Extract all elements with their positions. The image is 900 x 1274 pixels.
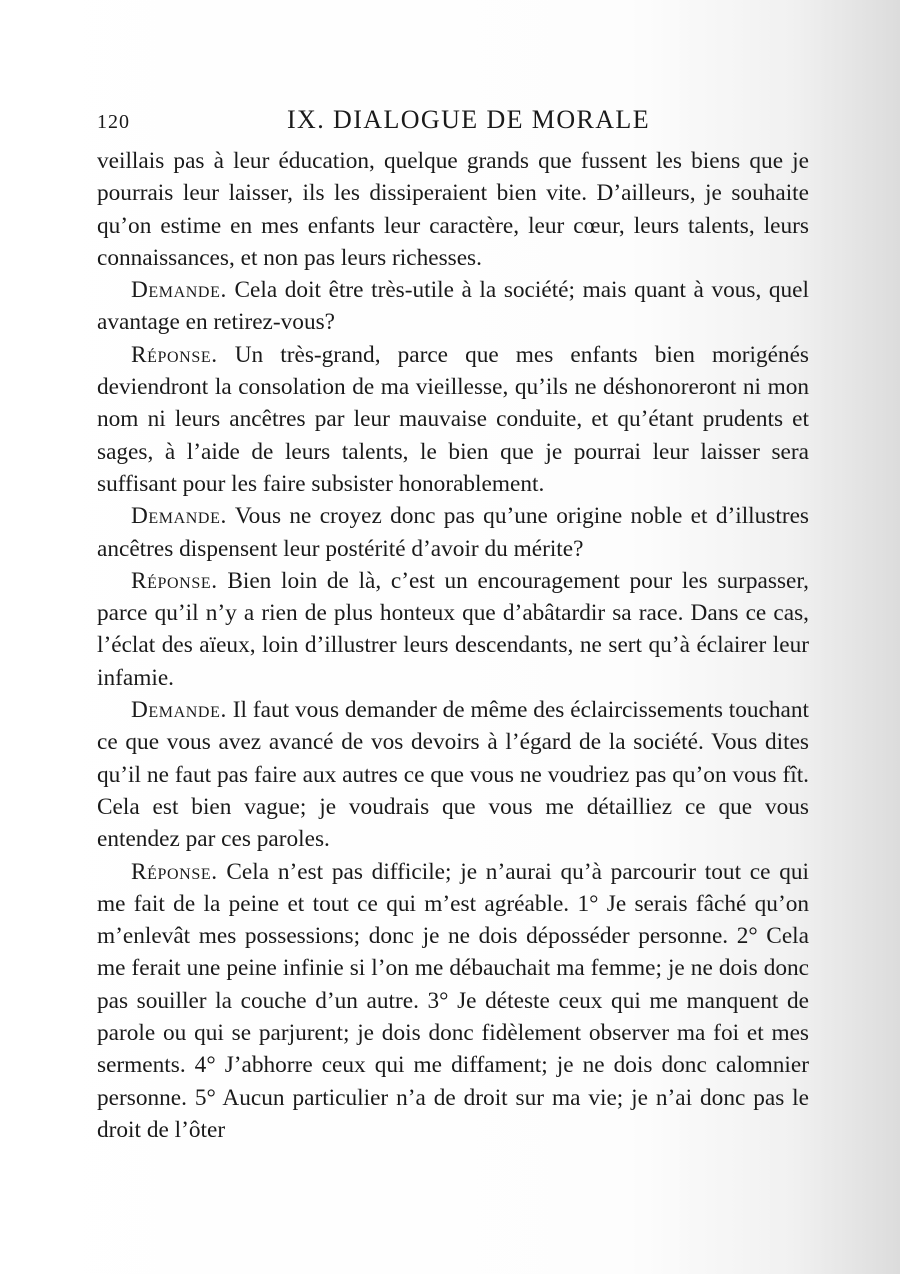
speaker-label: Demande.	[131, 697, 227, 724]
paragraph-text: Cela doit être très-utile à la société; mais quant à vous, quel avantage en retirez-vous?	[97, 277, 809, 336]
paragraph	[97, 274, 809, 339]
speaker-label: Demande.	[131, 503, 227, 530]
paragraph-text: Cela n’est pas difficile; je n’aurai qu’à parcourir tout ce qui me fait de la peine et tout ce qui m’est agréable. 1° Je serais fâché qu’on m’enlevât mes possessions; donc je ne dois déposséder personne. 2° Cela me ferait une peine infinie si l’on me débauchait ma femme; je ne dois donc pas souiller la couche d’un autre. 3° Je déteste ceux qui me manquent de parole ou qui se parjurent; je dois donc fidèlement observer ma foi et mes serments. 4° J’abhorre ceux qui me diffament; je ne dois donc calomnier personne. 5° Aucun particulier n’a de droit sur ma vie; je n’ai donc pas le droit de l’ôter	[97, 858, 809, 1143]
paragraph	[97, 339, 809, 500]
speaker-label: Réponse.	[131, 341, 218, 368]
page-header	[97, 105, 809, 145]
paragraph	[97, 500, 809, 565]
body-text	[97, 145, 809, 1146]
paragraph	[97, 694, 809, 855]
paragraph-text: Il faut vous demander de même des éclaircissements touchant ce que vous avez avancé de vos devoirs à l’égard de la société. Vous dites qu’il ne faut pas faire aux autres ce que vous ne voudriez pas qu’on vous fît. Cela est bien vague; je voudrais que vous me détailliez ce que vous entendez par ces paroles.	[97, 697, 809, 853]
running-head: IX. DIALOGUE DE MORALE	[287, 105, 650, 134]
paragraph-text: Un très-grand, parce que mes enfants bien morigénés deviendront la consolation de ma vieillesse, qu’ils ne déshonoreront ni mon nom ni leurs ancêtres par leur mauvaise conduite, et qu’étant prudents et sages, à l’aide de leurs talents, le bien que je pourrai leur laisser sera suffisant pour les faire subsister honorablement.	[97, 341, 809, 497]
page-number: 120	[97, 111, 130, 133]
paragraph	[97, 856, 809, 1147]
paragraph	[97, 145, 809, 274]
speaker-label: Réponse.	[131, 567, 218, 594]
book-page	[97, 105, 809, 1146]
paragraph	[97, 565, 809, 694]
paragraph-text: veillais pas à leur éducation, quelque grands que fussent les biens que je pourrais leur laisser, ils les dissiperaient bien vite. D’ailleurs, je souhaite qu’on estime en mes enfants leur caractère, leur cœur, leurs talents, leurs connaissances, et non pas leurs richesses.	[97, 148, 809, 271]
speaker-label: Réponse.	[131, 858, 218, 885]
paragraph-text: Vous ne croyez donc pas qu’une origine noble et d’illustres ancêtres dispensent leur postérité d’avoir du mérite?	[97, 503, 810, 562]
paragraph-text: Bien loin de là, c’est un encouragement pour les surpasser, parce qu’il n’y a rien de plus honteux que d’abâtardir sa race. Dans ce cas, l’éclat des aïeux, loin d’illustrer leurs descendants, ne sert qu’à éclairer leur infamie.	[97, 567, 809, 691]
speaker-label: Demande.	[131, 277, 227, 304]
